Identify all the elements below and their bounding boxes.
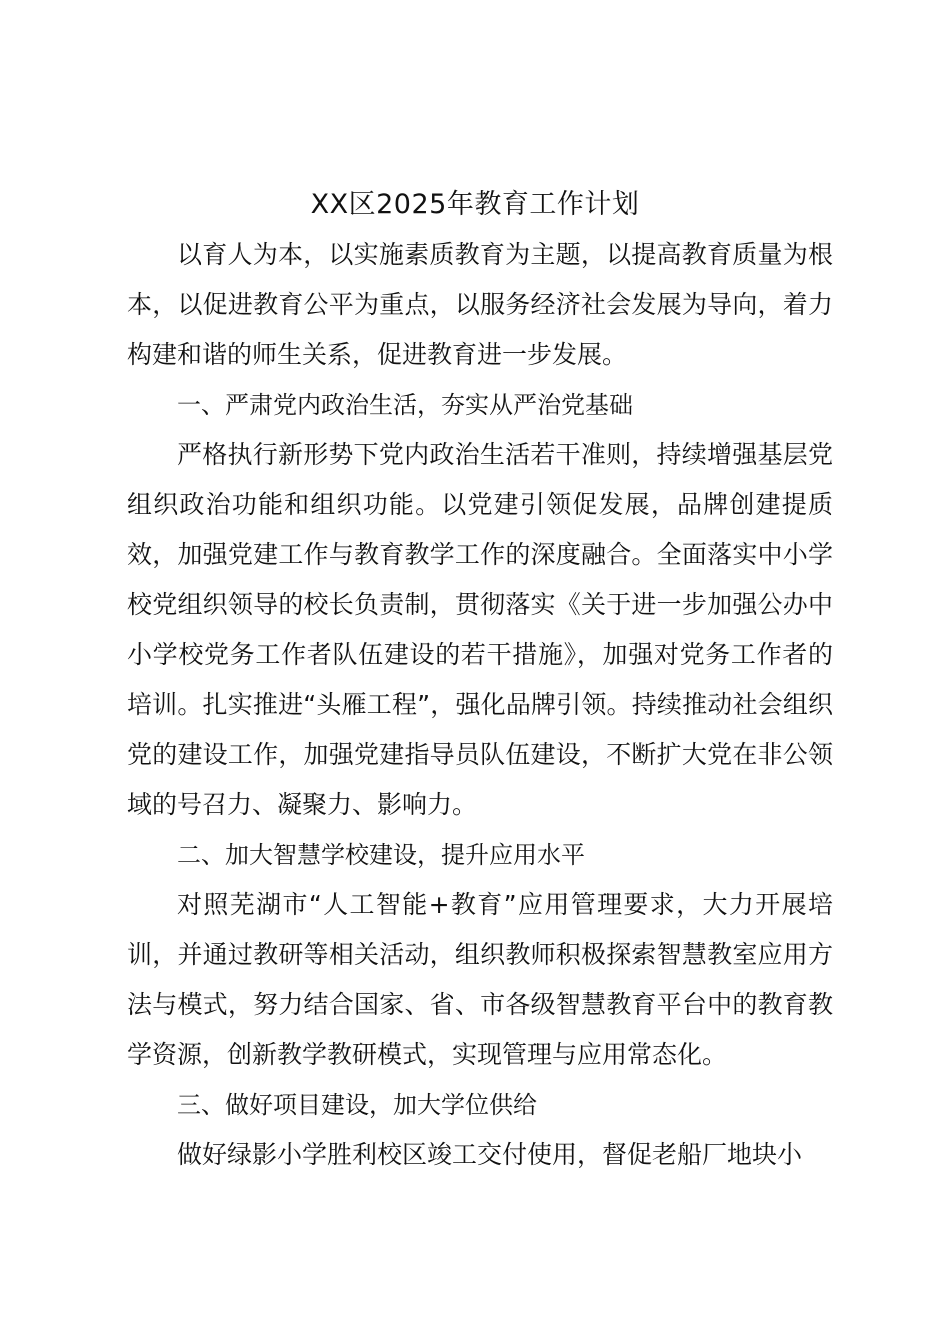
section-heading-1: 一、严肃党内政治生活，夯实从严治党基础 (177, 391, 633, 419)
section-body-2: 对照芜湖市“人工智能+教育”应用管理要求，大力开展培训，并通过教研等相关活动，组织教师积极探索智慧教室应用方法与模式，努力结合国家、省、市各级智慧教育平台中的教育教学资源，创新教学教研模式，实现管理与应用常态化。 (127, 890, 833, 1069)
section-heading-3: 三、做好项目建设，加大学位供给 (177, 1091, 537, 1119)
section-heading-2: 二、加大智慧学校建设，提升应用水平 (177, 841, 585, 869)
document-body (127, 230, 833, 1180)
intro-paragraph: 以育人为本，以实施素质教育为主题，以提高教育质量为根本，以促进教育公平为重点，以服务经济社会发展为导向，着力构建和谐的师生关系，促进教育进一步发展。 (127, 240, 833, 369)
document-title: XX区2025年教育工作计划 (310, 189, 640, 220)
section-body-1: 严格执行新形势下党内政治生活若干准则，持续增强基层党组织政治功能和组织功能。以党建引领促发展，品牌创建提质效，加强党建工作与教育教学工作的深度融合。全面落实中小学校党组织领导的校长负责制，贯彻落实《关于进一步加强公办中小学校党务工作者队伍建设的若干措施》，加强对党务工作者的培训。扎实推进“头雁工程”，强化品牌引领。持续推动社会组织党的建设工作，加强党建指导员队伍建设，不断扩大党在非公领域的号召力、凝聚力、影响力。 (127, 440, 833, 819)
section-body-3: 做好绿影小学胜利校区竣工交付使用，督促老船厂地块小 (177, 1140, 803, 1169)
